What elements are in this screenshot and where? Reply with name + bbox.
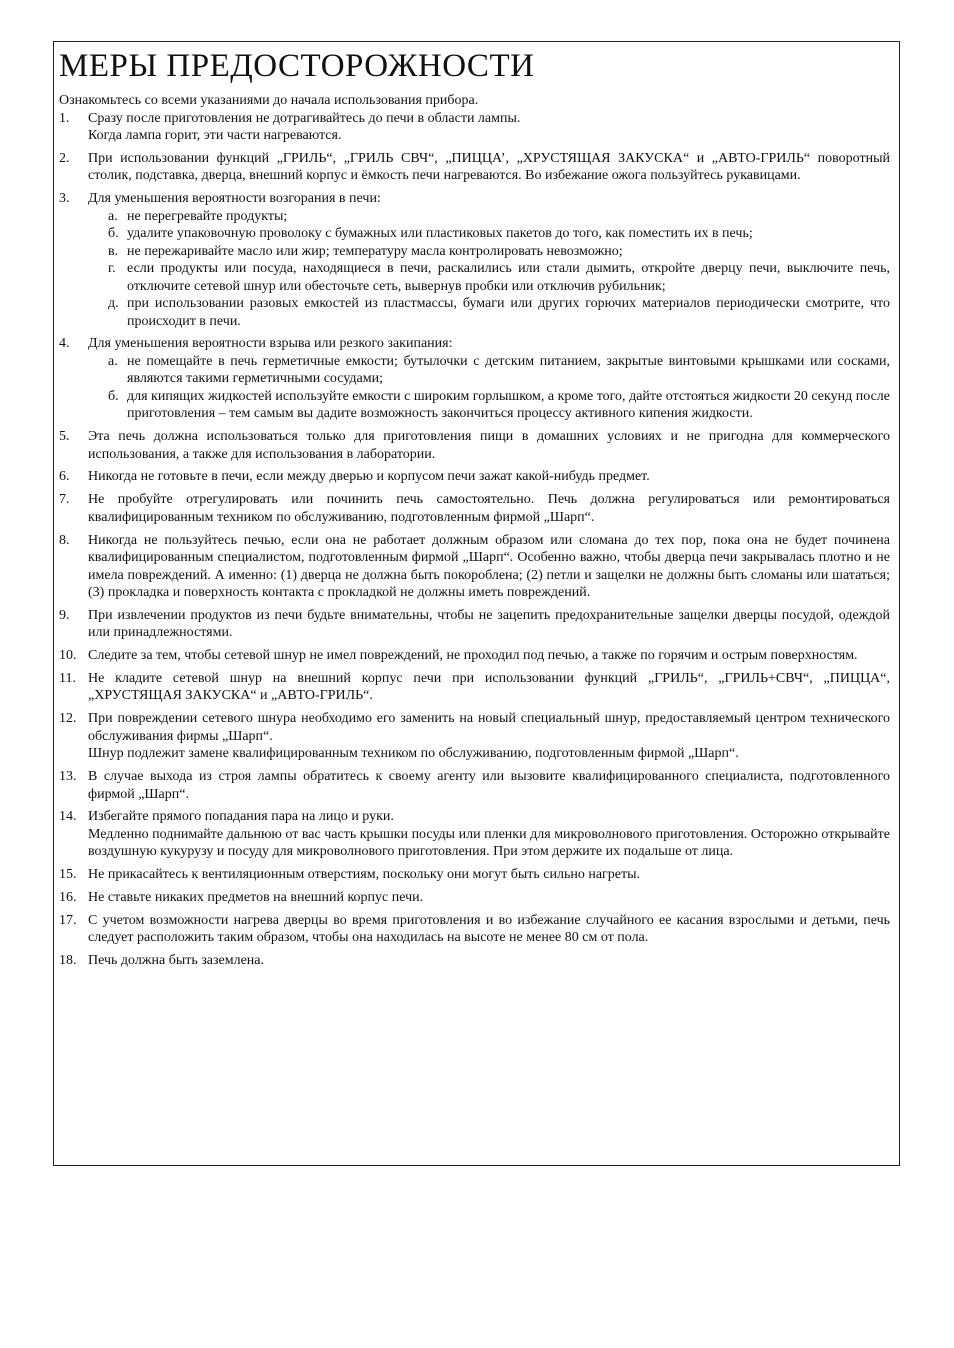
list-item bbox=[59, 110, 890, 145]
item-paragraph: Никогда не готовьте в печи, если между дверью и корпусом печи зажат какой-нибудь предмет. bbox=[88, 469, 650, 485]
sub-item-letter: б. bbox=[108, 388, 119, 404]
item-number: 14. bbox=[59, 809, 77, 825]
list-item bbox=[59, 468, 890, 486]
item-body bbox=[88, 710, 890, 763]
sub-item bbox=[108, 260, 890, 295]
item-number: 11. bbox=[59, 670, 76, 686]
item-body bbox=[88, 952, 890, 970]
item-body bbox=[88, 150, 890, 185]
item-paragraph: Печь должна быть заземлена. bbox=[88, 953, 264, 969]
item-number: 5. bbox=[59, 429, 70, 445]
list-item bbox=[59, 491, 890, 526]
item-body bbox=[88, 110, 890, 145]
sub-item bbox=[108, 243, 890, 261]
sub-item-text: удалите упаковочную проволоку с бумажных или пластиковых пакетов до того, как поместить их в печь; bbox=[127, 226, 753, 242]
item-number: 17. bbox=[59, 912, 77, 928]
sub-item-letter: а. bbox=[108, 353, 118, 369]
page-title: МЕРЫ ПРЕДОСТОРОЖНОСТИ bbox=[59, 48, 535, 84]
sub-item-letter: б. bbox=[108, 226, 119, 242]
item-paragraph: При повреждении сетевого шнура необходимо его заменить на новый специальный шнур, предоставляемый центром технического обслуживания фирмы „Шарп“. bbox=[88, 711, 890, 744]
intro-text: Ознакомьтесь со всеми указаниями до начала использования прибора. bbox=[59, 93, 479, 108]
precautions-frame bbox=[53, 41, 900, 1166]
sub-item-letter: в. bbox=[108, 243, 119, 259]
sub-item-letter: а. bbox=[108, 208, 118, 224]
item-paragraph: Для уменьшения вероятности возгорания в печи: bbox=[88, 191, 381, 207]
item-body bbox=[88, 532, 890, 602]
list-item bbox=[59, 647, 890, 665]
list-item bbox=[59, 607, 890, 642]
item-paragraph: С учетом возможности нагрева дверцы во время приготовления и во избежание случайного ее касания взрослыми и детьми, печь следует расположить таким образом, чтобы она находилась на высоте не менее 80 см от пола. bbox=[88, 912, 890, 946]
item-paragraph: Сразу после приготовления не дотрагивайтесь до печи в области лампы. bbox=[88, 110, 521, 126]
item-body bbox=[88, 335, 890, 423]
list-item bbox=[59, 670, 890, 705]
item-number: 18. bbox=[59, 953, 77, 969]
item-body bbox=[88, 768, 890, 803]
item-paragraph: Следите за тем, чтобы сетевой шнур не имел повреждений, не проходил под печью, а также по горячим и острым поверхностям. bbox=[88, 648, 858, 664]
item-paragraph: Не ставьте никаких предметов на внешний корпус печи. bbox=[88, 889, 424, 905]
item-paragraph: Эта печь должна использоваться только для приготовления пищи в домашних условиях и не пригодна для коммерческого использования, а также для использования в лаборатории. bbox=[88, 429, 890, 462]
item-number: 9. bbox=[59, 607, 70, 623]
sub-item-letter: д. bbox=[108, 296, 119, 312]
sub-item bbox=[108, 208, 890, 226]
item-number: 8. bbox=[59, 532, 70, 548]
list-item bbox=[59, 710, 890, 763]
item-number: 12. bbox=[59, 711, 77, 727]
item-paragraph: В случае выхода из строя лампы обратитесь к своему агенту или вызовите квалифицированного специалиста, подготовленного фирмой „Шарп“. bbox=[88, 769, 890, 802]
list-item bbox=[59, 768, 890, 803]
item-body bbox=[88, 808, 890, 861]
list-item bbox=[59, 912, 890, 947]
sub-item-text: для кипящих жидкостей используйте емкости с широким горлышком, а кроме того, дайте отстояться жидкости 20 секунд после приготовления – тем самым вы дадите возможность закончиться процессу активного кипения жидкости. bbox=[127, 388, 890, 422]
list-item bbox=[59, 150, 890, 185]
item-body bbox=[88, 912, 890, 947]
item-number: 16. bbox=[59, 889, 77, 905]
item-number: 3. bbox=[59, 191, 70, 207]
item-paragraph: Не кладите сетевой шнур на внешний корпус печи при использовании функций „ГРИЛЬ“, „ГРИЛЬ+СВЧ“, „ПИЦЦА“, „ХРУСТЯЩАЯ ЗАКУСКА“ и „АВТО-ГРИЛЬ“. bbox=[88, 670, 890, 704]
item-body bbox=[88, 647, 890, 665]
item-body bbox=[88, 428, 890, 463]
sub-item-text: не перегревайте продукты; bbox=[127, 208, 288, 224]
item-body bbox=[88, 889, 890, 907]
item-body bbox=[88, 866, 890, 884]
precautions-list bbox=[59, 110, 890, 970]
list-item bbox=[59, 952, 890, 970]
item-number: 6. bbox=[59, 469, 70, 485]
item-paragraph: При использовании функций „ГРИЛЬ“, „ГРИЛЬ СВЧ“, „ПИЦЦА’, „ХРУСТЯЩАЯ ЗАКУСКА“ и „АВТО-ГРИЛЬ“ поворотный столик, подставка, дверца, внешний корпус и ёмкость печи нагреваются. Во избежание ожога пользуйтесь рукавицами. bbox=[88, 150, 890, 184]
list-item bbox=[59, 190, 890, 330]
sub-item-text: если продукты или посуда, находящиеся в печи, раскалились или стали дымить, откройте дверцу печи, выключите печь, отключите сетевой шнур или обесточьте сеть, вывернув пробки или отключив рубильник; bbox=[127, 261, 890, 294]
list-item bbox=[59, 428, 890, 463]
item-paragraph: При извлечении продуктов из печи будьте внимательны, чтобы не зацепить предохранительные защелки дверцы посудой, одеждой или принадлежностями. bbox=[88, 607, 890, 641]
item-body bbox=[88, 190, 890, 330]
item-number: 7. bbox=[59, 492, 70, 508]
item-body bbox=[88, 491, 890, 526]
item-number: 2. bbox=[59, 150, 70, 166]
item-number: 15. bbox=[59, 867, 77, 883]
item-number: 1. bbox=[59, 110, 70, 126]
item-body bbox=[88, 670, 890, 705]
item-paragraph: Медленно поднимайте дальнюю от вас часть крышки посуды или пленки для микроволнового приготовления. Осторожно открывайте воздушную кукурузу и посуду для микроволнового приготовления. При этом держите их подальше от лица. bbox=[88, 826, 890, 860]
list-item bbox=[59, 808, 890, 861]
sub-item bbox=[108, 225, 890, 243]
item-paragraph: Не прикасайтесь к вентиляционным отверстиям, поскольку они могут быть сильно нагреты. bbox=[88, 867, 641, 883]
sub-item-text: при использовании разовых емкостей из пластмассы, бумаги или других горючих материалов периодически смотрите, что происходит в печи. bbox=[127, 296, 890, 329]
item-paragraph: Не пробуйте отрегулировать или починить печь самостоятельно. Печь должна регулироваться или ремонтироваться квалифицированным техником по обслуживанию, подготовленным фирмой „Шарп“. bbox=[88, 492, 890, 525]
item-number: 10. bbox=[59, 648, 77, 664]
sub-list bbox=[88, 353, 890, 423]
item-paragraph: Шнур подлежит замене квалифицированным техником по обслуживанию, подготовленным фирмой „Шарп“. bbox=[88, 746, 739, 762]
sub-item-letter: г. bbox=[108, 261, 116, 277]
item-paragraph: Никогда не пользуйтесь печью, если она не работает должным образом или сломана до тех пор, пока она не будет починена квалифицированным специалистом, подготовленным фирмой „Шарп“. Особенно важно, чтобы дверца печи закрывалась плотно и не имела повреждений. А именно: (1) дверца не должна быть покороблена; (2) петли и защелки не должны быть сломаны или шататься; (3) прокладка и поверхность контакта с прокладкой не должны иметь повреждений. bbox=[88, 532, 890, 601]
item-body bbox=[88, 468, 890, 486]
sub-item bbox=[108, 353, 890, 388]
item-paragraph: Когда лампа горит, эти части нагреваются. bbox=[88, 128, 342, 143]
sub-list bbox=[88, 208, 890, 331]
item-body bbox=[88, 607, 890, 642]
item-paragraph: Для уменьшения вероятности взрыва или резкого закипания: bbox=[88, 336, 453, 352]
list-item bbox=[59, 335, 890, 423]
sub-item-text: не пережаривайте масло или жир; температуру масла контролировать невозможно; bbox=[127, 243, 623, 259]
item-number: 4. bbox=[59, 336, 70, 352]
list-item bbox=[59, 889, 890, 907]
sub-item bbox=[108, 388, 890, 423]
sub-item-text: не помещайте в печь герметичные емкости; бутылочки с детским питанием, закрытые винтовыми крышками или сосками, являются такими герметичными сосудами; bbox=[127, 353, 890, 387]
item-paragraph: Избегайте прямого попадания пара на лицо и руки. bbox=[88, 809, 394, 825]
list-item bbox=[59, 532, 890, 602]
list-item bbox=[59, 866, 890, 884]
item-number: 13. bbox=[59, 769, 77, 785]
sub-item bbox=[108, 295, 890, 330]
